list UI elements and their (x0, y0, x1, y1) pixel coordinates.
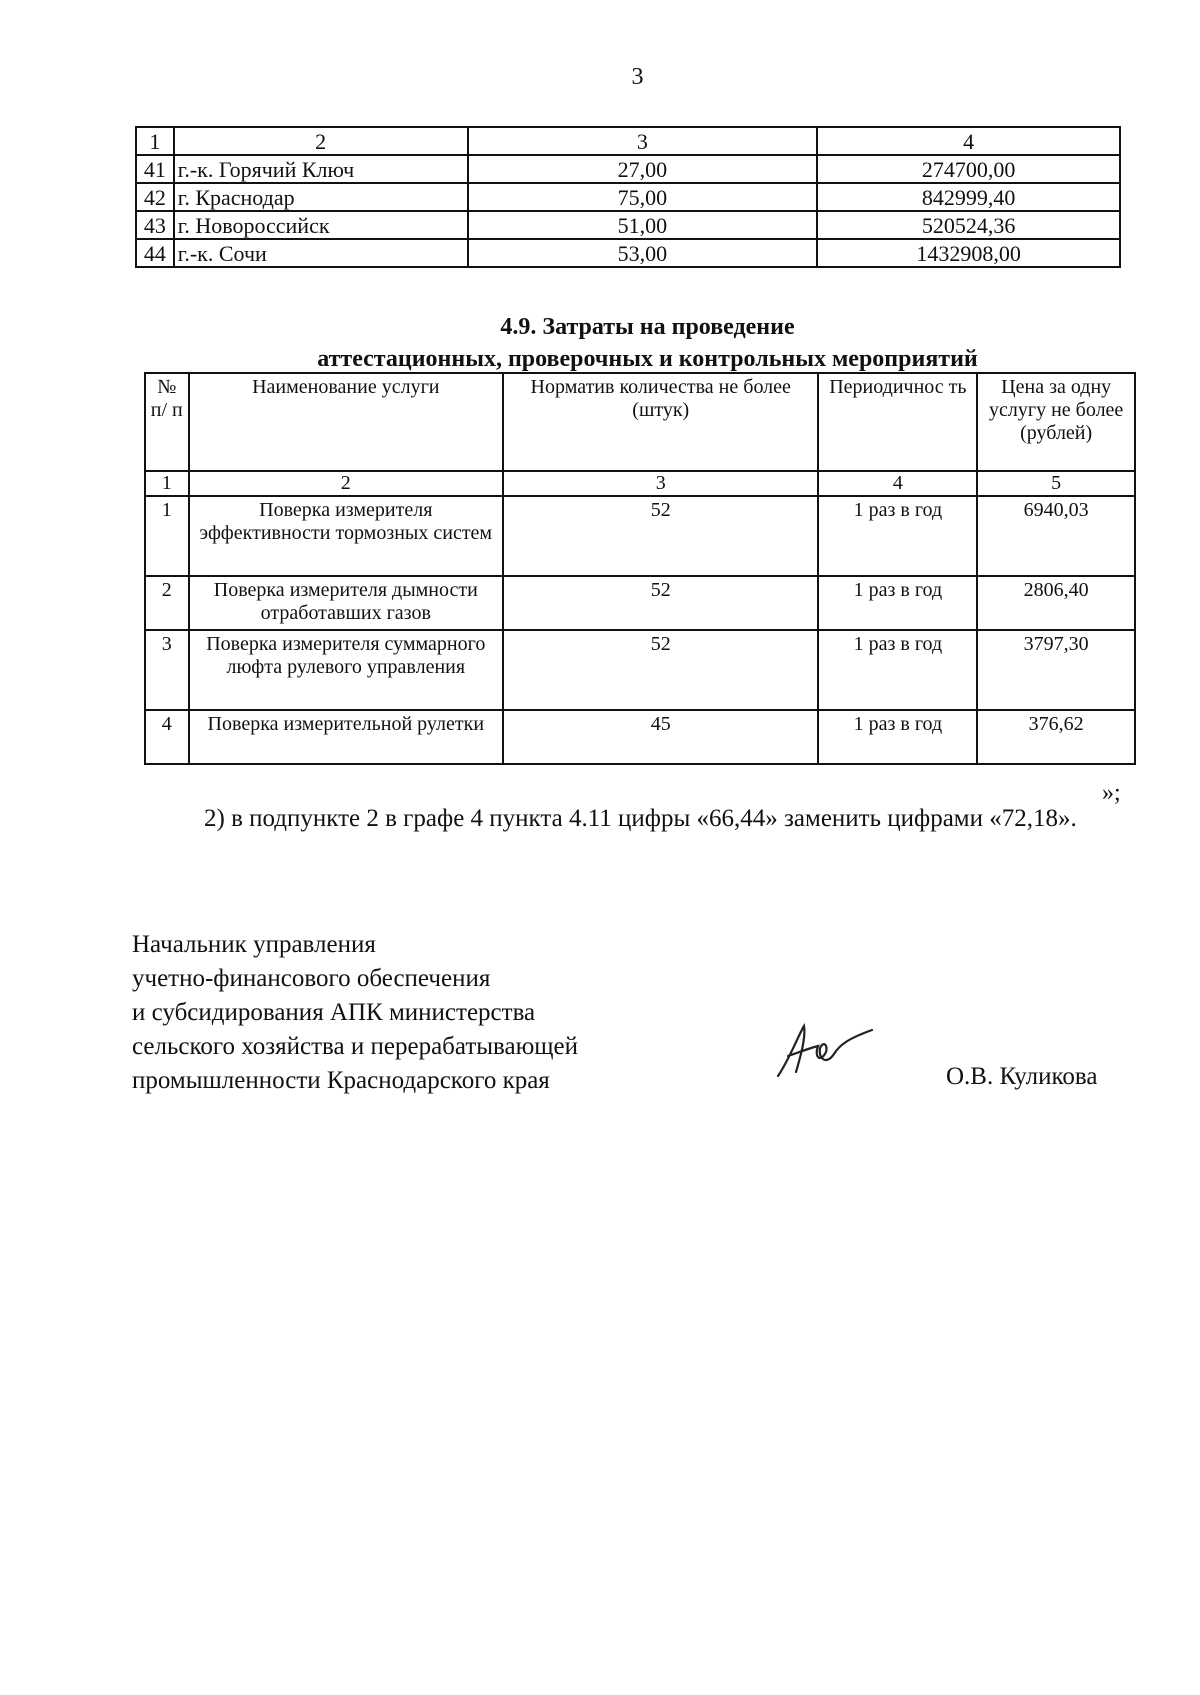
city-name: г. Новороссийск (174, 211, 468, 239)
header-cell: 2 (174, 127, 468, 155)
table-row (136, 155, 1120, 183)
continued-table (135, 126, 1121, 268)
row-number: 43 (136, 211, 174, 239)
city-name: г.-к. Сочи (174, 239, 468, 267)
header-number: № п/ п (145, 373, 189, 471)
row-number: 42 (136, 183, 174, 211)
header-cell: 4 (817, 127, 1120, 155)
closing-quote: »; (1102, 780, 1121, 806)
column-numbers-row (145, 471, 1135, 496)
row-number: 1 (145, 496, 189, 576)
quantity-cell: 52 (503, 630, 818, 710)
handwritten-signature (770, 1018, 880, 1082)
column-number: 4 (818, 471, 977, 496)
periodicity-cell: 1 раз в год (818, 710, 977, 764)
quantity-cell: 45 (503, 710, 818, 764)
quantity-cell: 75,00 (468, 183, 818, 211)
row-number: 3 (145, 630, 189, 710)
table-header-row (136, 127, 1120, 155)
header-price: Цена за одну услугу не более (рублей) (977, 373, 1135, 471)
table-row (145, 710, 1135, 764)
header-cell: 3 (468, 127, 818, 155)
column-number: 3 (503, 471, 818, 496)
city-name: г. Краснодар (174, 183, 468, 211)
table-header-row (145, 373, 1135, 471)
service-name: Поверка измерительной рулетки (189, 710, 504, 764)
table-row (136, 183, 1120, 211)
header-service: Наименование услуги (189, 373, 504, 471)
city-name: г.-к. Горячий Ключ (174, 155, 468, 183)
price-cell: 2806,40 (977, 576, 1135, 630)
table-row (145, 630, 1135, 710)
price-cell: 6940,03 (977, 496, 1135, 576)
header-cell: 1 (136, 127, 174, 155)
signer-position-line: промышленности Краснодарского края (132, 1067, 550, 1094)
table-row (136, 211, 1120, 239)
periodicity-cell: 1 раз в год (818, 630, 977, 710)
table-row (145, 496, 1135, 576)
signer-position-line: сельского хозяйства и перерабатывающей (132, 1033, 579, 1060)
row-number: 44 (136, 239, 174, 267)
header-periodicity: Периодичнос ть (818, 373, 977, 471)
row-number: 4 (145, 710, 189, 764)
signer-name: О.В. Куликова (946, 1063, 1098, 1090)
page-number: 3 (631, 64, 644, 90)
row-number: 41 (136, 155, 174, 183)
table-row (145, 576, 1135, 630)
signer-position-line: Начальник управления (132, 931, 376, 958)
sum-cell: 842999,40 (817, 183, 1120, 211)
price-cell: 376,62 (977, 710, 1135, 764)
quantity-cell: 53,00 (468, 239, 818, 267)
sum-cell: 520524,36 (817, 211, 1120, 239)
table-row (136, 239, 1120, 267)
quantity-cell: 27,00 (468, 155, 818, 183)
service-name: Поверка измерителя эффективности тормозных систем (189, 496, 504, 576)
service-name: Поверка измерителя суммарного люфта рулевого управления (189, 630, 504, 710)
services-table (144, 372, 1136, 765)
signer-position-line: и субсидирования АПК министерства (132, 999, 536, 1026)
section-title: 4.9. Затраты на проведение (500, 314, 795, 340)
column-number: 1 (145, 471, 189, 496)
column-number: 2 (189, 471, 504, 496)
quantity-cell: 52 (503, 496, 818, 576)
service-name: Поверка измерителя дымности отработавших газов (189, 576, 504, 630)
row-number: 2 (145, 576, 189, 630)
price-cell: 3797,30 (977, 630, 1135, 710)
quantity-cell: 51,00 (468, 211, 818, 239)
column-number: 5 (977, 471, 1135, 496)
section-subtitle: аттестационных, проверочных и контрольных мероприятий (317, 346, 978, 372)
sum-cell: 274700,00 (817, 155, 1120, 183)
sum-cell: 1432908,00 (817, 239, 1120, 267)
signer-position-line: учетно-финансового обеспечения (132, 965, 491, 992)
amendment-paragraph: 2) в подпункте 2 в графе 4 пункта 4.11 цифры «66,44» заменить цифрами «72,18». (204, 805, 1077, 832)
periodicity-cell: 1 раз в год (818, 496, 977, 576)
quantity-cell: 52 (503, 576, 818, 630)
header-quantity: Норматив количества не более (штук) (503, 373, 818, 471)
periodicity-cell: 1 раз в год (818, 576, 977, 630)
signer-position (132, 928, 578, 1098)
